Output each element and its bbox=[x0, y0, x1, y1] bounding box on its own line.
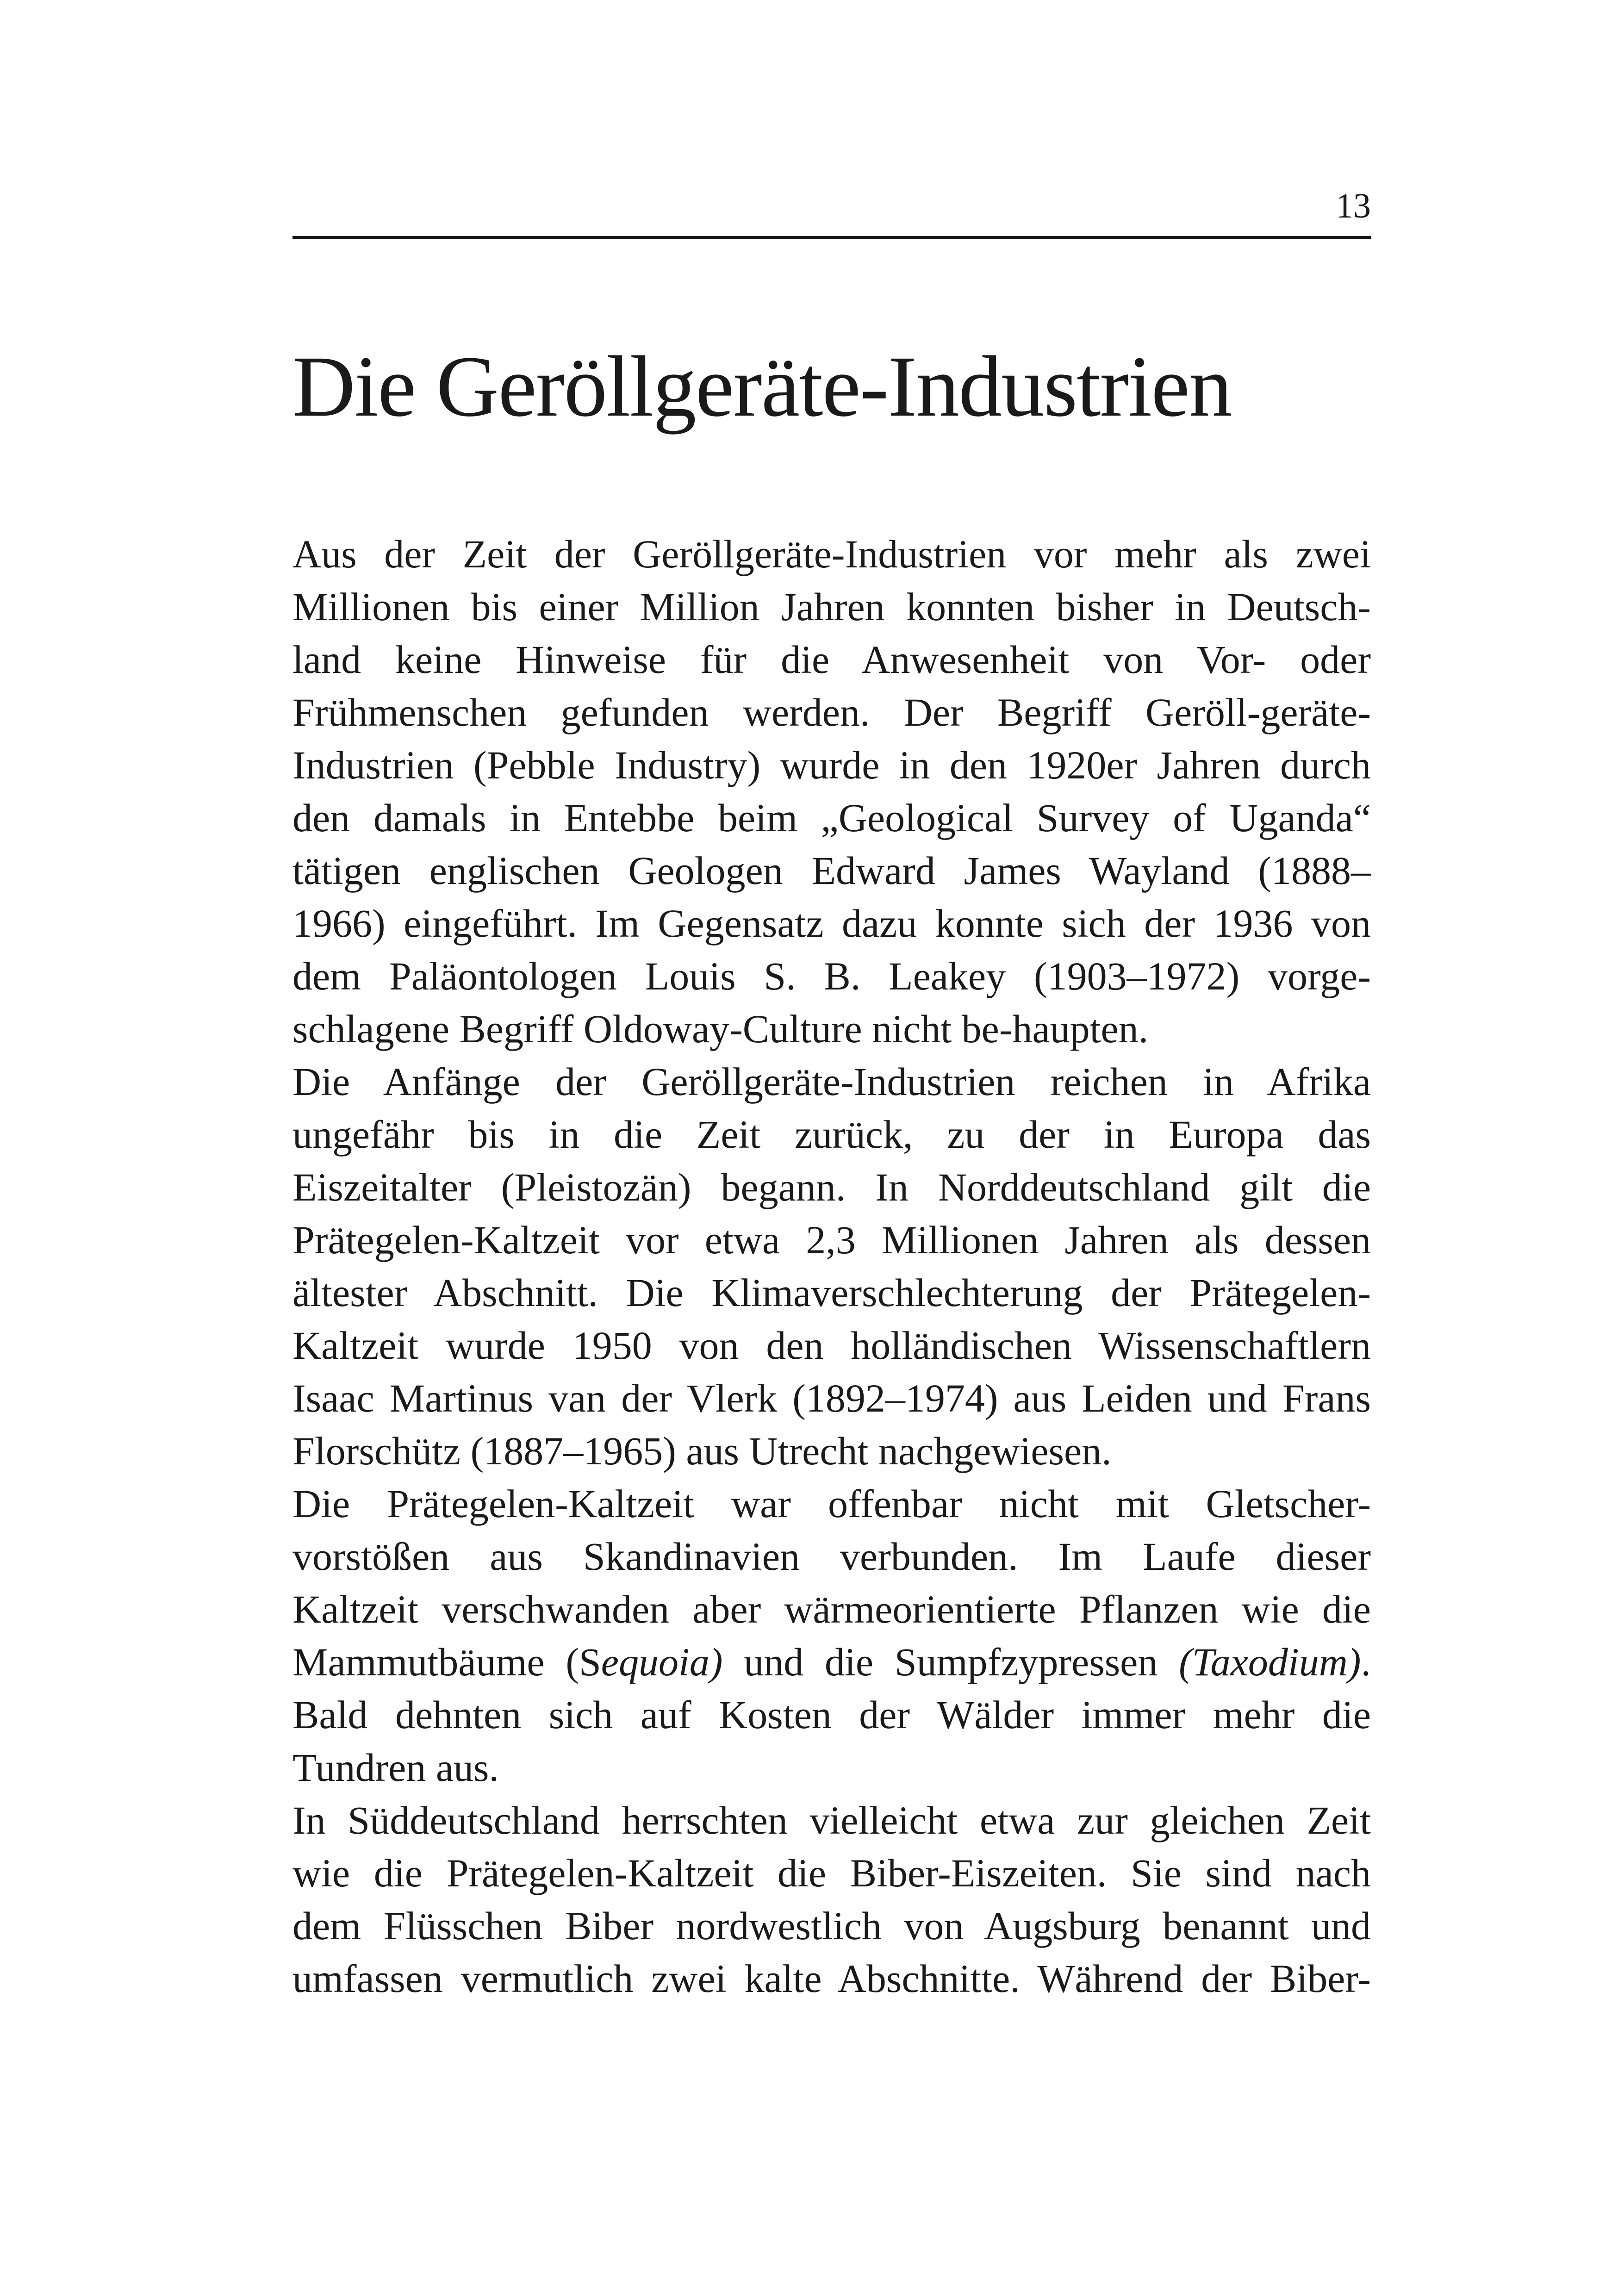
paragraph-4 bbox=[292, 1794, 1371, 2005]
text-line: tätigen englischen Geologen Edward James Wayland (1888– bbox=[292, 848, 1371, 893]
text-line: Die Anfänge der Geröllgeräte-Industrien reichen in Afrika bbox=[292, 1059, 1371, 1104]
text-line: wie die Prätegelen-Kaltzeit die Biber-Eiszeiten. Sie sind nach bbox=[292, 1851, 1371, 1895]
text-line: Aus der Zeit der Geröllgeräte-Industrien vor mehr als zwei bbox=[292, 532, 1371, 576]
text-line: Frühmenschen gefunden werden. Der Begriff Geröll-geräte- bbox=[292, 690, 1371, 734]
text-line: Industrien (Pebble Industry) wurde in den 1920er Jahren durch bbox=[292, 743, 1371, 787]
text-line: Millionen bis einer Million Jahren konnten bisher in Deutsch- bbox=[292, 585, 1371, 629]
italic-term-taxodium: (Taxodium) bbox=[1179, 1640, 1361, 1684]
paragraph-3 bbox=[292, 1477, 1371, 1794]
text-line: Prätegelen-Kaltzeit vor etwa 2,3 Millionen Jahren als dessen bbox=[292, 1218, 1371, 1262]
text-line: ungefähr bis in die Zeit zurück, zu der in Europa das bbox=[292, 1112, 1371, 1157]
text-line: Kaltzeit verschwanden aber wärmeorientierte Pflanzen wie die bbox=[292, 1587, 1371, 1631]
text-line: dem Paläontologen Louis S. B. Leakey (1903–1972) vorge- bbox=[292, 954, 1371, 998]
running-header bbox=[292, 180, 1371, 239]
text-line: 1966) eingeführt. Im Gegensatz dazu konnte sich der 1936 von bbox=[292, 901, 1371, 946]
text-line: den damals in Entebbe beim „Geological Survey of Uganda“ bbox=[292, 796, 1371, 840]
text-run: und die Sumpfzypressen bbox=[722, 1640, 1179, 1684]
text-line: umfassen vermutlich zwei kalte Abschnitte. Während der Biber- bbox=[292, 1956, 1371, 2001]
text-line: Kaltzeit wurde 1950 von den holländischen Wissenschaftlern bbox=[292, 1323, 1371, 1368]
text-line: vorstößen aus Skandinavien verbunden. Im Laufe dieser bbox=[292, 1534, 1371, 1579]
text-line: Isaac Martinus van der Vlerk (1892–1974) aus Leiden und Frans bbox=[292, 1376, 1371, 1420]
text-run: . bbox=[1361, 1640, 1371, 1684]
text-line: land keine Hinweise für die Anwesenheit von Vor- oder bbox=[292, 637, 1371, 682]
text-run: Mammutbäume (S bbox=[292, 1640, 601, 1684]
paragraph-2 bbox=[292, 1055, 1371, 1477]
text-line-with-italics bbox=[292, 1636, 1371, 1688]
text-line: In Süddeutschland herrschten vielleicht etwa zur gleichen Zeit bbox=[292, 1798, 1371, 1842]
text-line: Tundren aus. bbox=[292, 1745, 499, 1790]
text-line: dem Flüsschen Biber nordwestlich von Augsburg benannt und bbox=[292, 1904, 1371, 1948]
text-line: Bald dehnten sich auf Kosten der Wälder immer mehr die bbox=[292, 1692, 1371, 1737]
text-line: Eiszeitalter (Pleistozän) begann. In Norddeutschland gilt die bbox=[292, 1165, 1371, 1209]
text-line: schlagene Begriff Oldoway-Culture nicht be-haupten. bbox=[292, 1007, 1149, 1051]
body-text bbox=[292, 528, 1371, 2005]
text-line: Die Prätegelen-Kaltzeit war offenbar nicht mit Gletscher- bbox=[292, 1481, 1371, 1526]
chapter-title: Die Geröllgeräte-Industrien bbox=[292, 338, 1232, 435]
italic-term-sequoia: equoia) bbox=[601, 1640, 723, 1684]
text-line: Florschütz (1887–1965) aus Utrecht nachgewiesen. bbox=[292, 1429, 1112, 1473]
page-number: 13 bbox=[1336, 187, 1371, 225]
text-line: ältester Abschnitt. Die Klimaverschlechterung der Prätegelen- bbox=[292, 1270, 1371, 1315]
paragraph-1 bbox=[292, 528, 1371, 1055]
